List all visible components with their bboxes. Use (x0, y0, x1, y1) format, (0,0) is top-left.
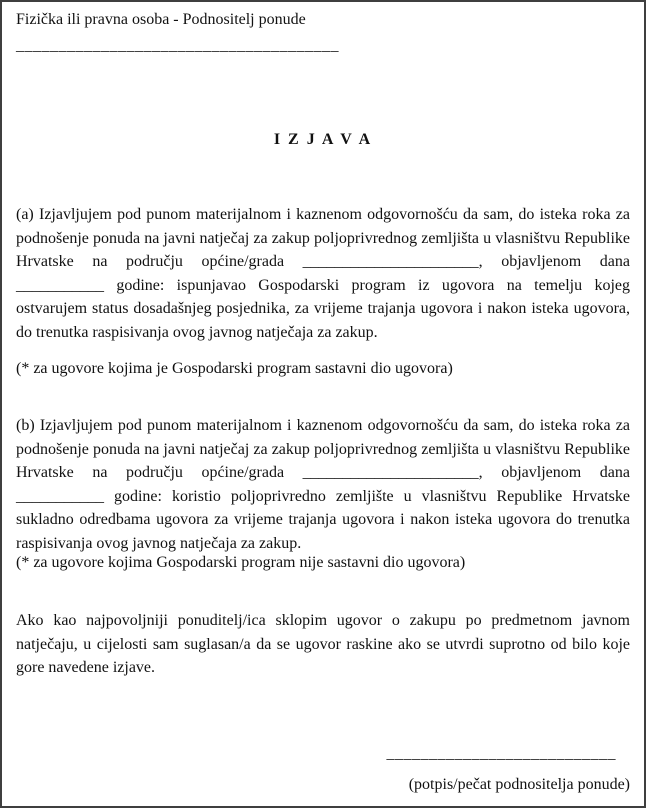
signature-caption: (potpis/pečat podnositelja ponude) (408, 776, 630, 793)
statement-a-footnote: (* za ugovore kojima je Gospodarski program sastavni dio ugovora) (16, 360, 453, 377)
applicant-type-label: Fizička ili pravna osoba - Podnositelj ponude (16, 11, 306, 28)
consent-paragraph: Ako kao najpovoljniji ponuditelj/ica sklopim ugovor o zakupu po predmetnom javnom natječaju, u cijelosti sam suglasan/a da se ugovor raskine ako se utvrdi suprotno od bilo koje gore navedene izjave. (16, 612, 630, 676)
statement-b-footnote: (* za ugovore kojima Gospodarski program nije sastavni dio ugovora) (16, 554, 466, 571)
statement-a-paragraph: (a) Izjavljujem pod punom materijalnom i kaznenom odgovornošću da sam, do isteka roka za podnošenje ponuda na javni natječaj za zakup poljoprivrednog zemljišta u vlasništvu Republike Hrvatske na području općine/grada ______________________, objavljenom dana ___________ godine: ispunjavao Gospodarski program iz ugovora na temelju kojeg ostvarujem status dosadašnjeg posjednika, za vrijeme trajanja ugovora i nakon isteka ugovora, do trenutka raspisivanja ovog javnog natječaja za zakup. (16, 206, 630, 341)
signature-block (16, 742, 630, 766)
statement-b-paragraph: (b) Izjavljujem pod punom materijalnom i kaznenom odgovornošću da sam, do isteka roka za podnošenje ponuda na javni natječaj za zakup poljoprivrednog zemljišta u vlasništvu Republike Hrvatske na području općine/grada ______________________, objavljenom dana ___________ godine: koristio poljoprivredno zemljište u vlasništvu Republike Hrvatske sukladno odredbama ugovora za vrijeme trajanja ugovora i nakon isteka ugovora do trenutka raspisivanja ovog javnog natječaja za zakup. (16, 417, 630, 552)
applicant-name-blank-line: ______________________________________ (16, 37, 339, 54)
signature-blank-line: ___________________________ (386, 745, 616, 762)
document-title: I Z J A V A (273, 131, 373, 148)
